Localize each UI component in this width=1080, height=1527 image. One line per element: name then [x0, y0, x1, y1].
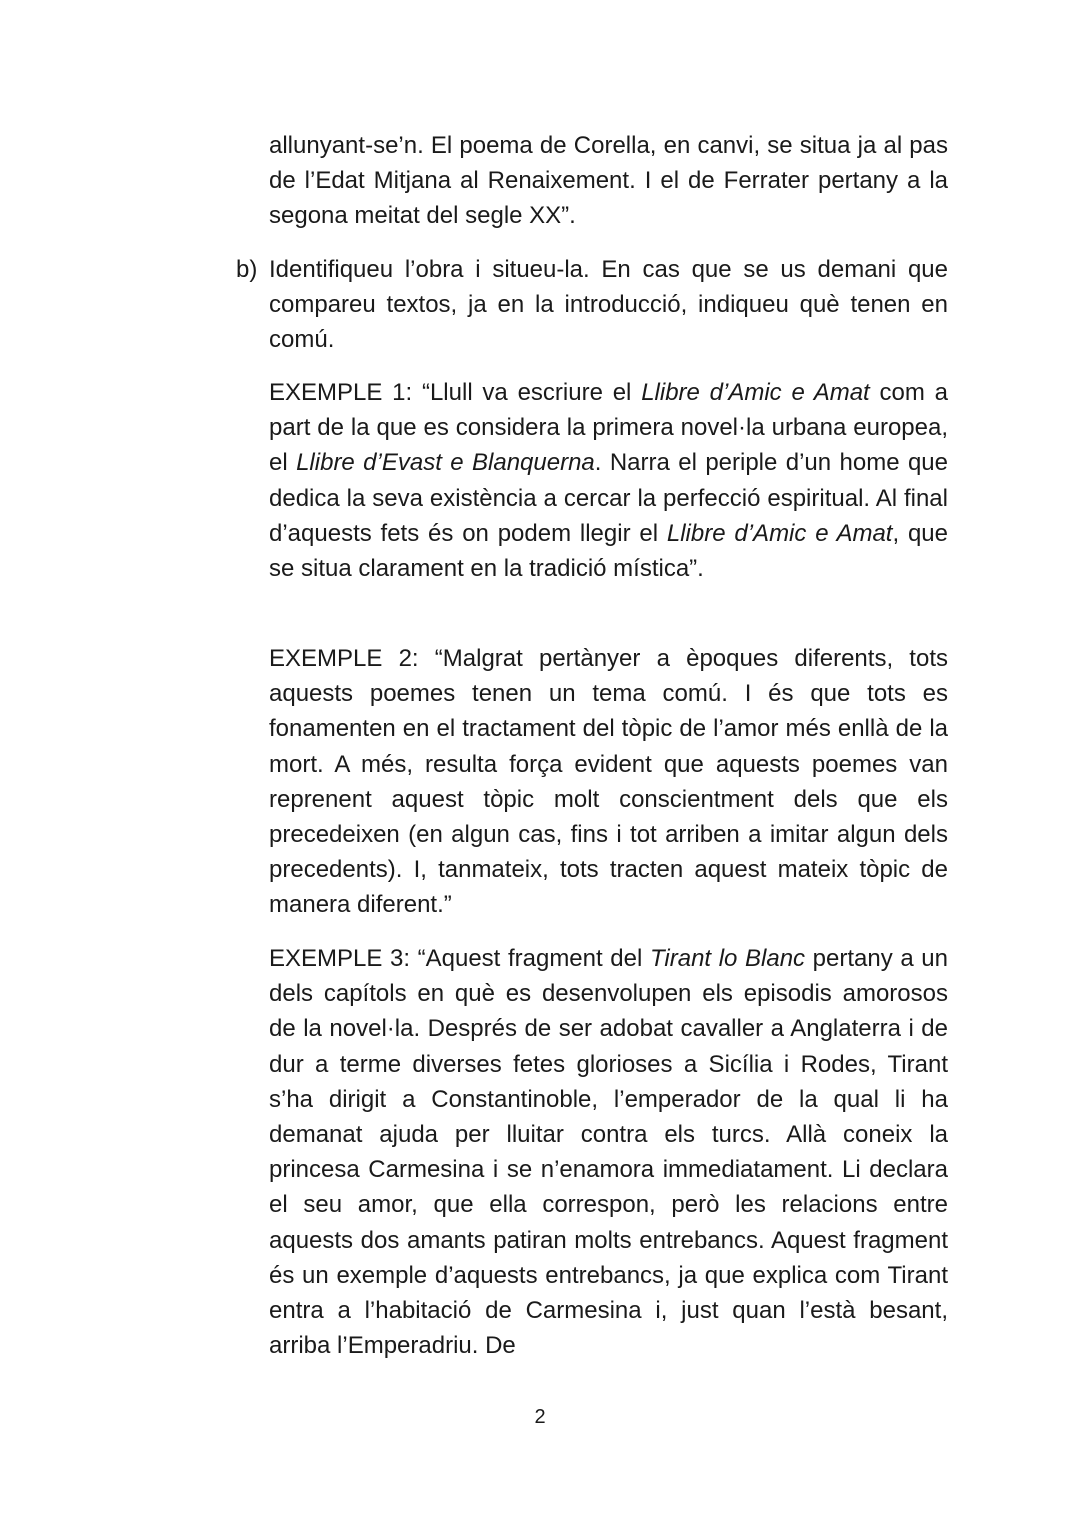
example-3-title-tirant: Tirant lo Blanc	[649, 945, 806, 972]
example-2-paragraph: EXEMPLE 2: “Malgrat pertànyer a èpoques diferents, tots aquests poemes tenen un tema comú. I és que tots es fonamenten en el tractament del tòpic de l’amor més enllà de la mort. A més, resulta força evident que aquests poemes van reprenent aquest tòpic molt conscientment dels que els precedeixen (en algun cas, fins i tot arriben a imitar algun dels precedents). I, tanmateix, tots tracten aquest mateix tòpic de manera diferent.”	[269, 645, 948, 919]
example-1-mid-2: . Narra el periple d’un home que dedica la seva existència a cercar la perfecció espiritual. Al final d’aquests fets és on podem llegir el	[269, 449, 948, 547]
intro-paragraph: allunyant-se’n. El poema de Corella, en canvi, se situa ja al pas de l’Edat Mitjana al Renaixement. I el de Ferrater pertany a la segona meitat del segle XX”.	[269, 132, 948, 230]
example-1-title-amic: Llibre d’Amic e Amat	[641, 379, 870, 406]
example-1-mid-1: com a part de la que es considera la primera novel·la urbana europea, el	[269, 379, 948, 477]
example-1-lead: EXEMPLE 1: “Llull va escriure el	[269, 379, 642, 406]
example-1-title-amic-2: Llibre d’Amic e Amat	[666, 519, 893, 547]
list-marker-b: b)	[236, 256, 258, 283]
example-3-lead: EXEMPLE 3: “Aquest fragment del	[269, 945, 650, 972]
example-1-title-blanquerna: Llibre d’Evast e Blanquerna	[296, 449, 595, 477]
example-3-tail: pertany a un dels capítols en què es desenvolupen els episodis amorosos de la novel·la. Després de ser adobat cavaller a Anglaterra i de dur a terme diverses fetes glorioses a Sicília i Rodes, Tirant s’ha dirigit a Constantinoble, l’emperador de la qual li ha demanat ajuda per lluitar contra els turcs. Allà coneix la princesa Carmesina i se n’enamora immediatament. Li declara el seu amor, que ella correspon, però les relacions entre aquests dos amants patiran molts entrebancs. Aquest fragment és un exemple d’aquests entrebancs, ja que explica com Tirant entra a l’habitació de Carmesina i, just quan l’està besant, arriba l’Emperadriu. De	[269, 945, 948, 1360]
page-number: 2	[534, 1406, 546, 1428]
example-3-paragraph	[269, 941, 948, 1363]
item-b-paragraph: Identifiqueu l’obra i situeu-la. En cas que se us demani que compareu textos, ja en la introducció, indiqueu què tenen en comú.	[269, 256, 948, 354]
example-1-tail: , que se situa clarament en la tradició mística”.	[269, 519, 949, 583]
example-1-paragraph	[269, 375, 948, 586]
